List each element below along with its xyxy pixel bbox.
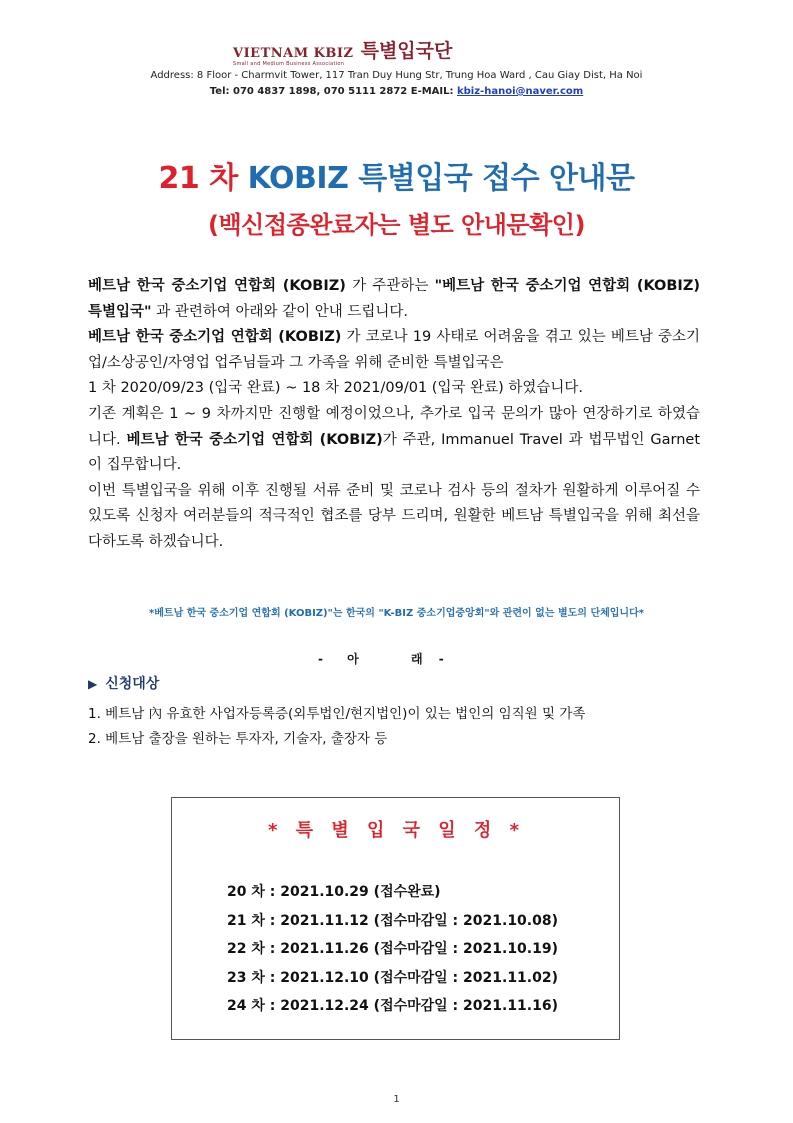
triangle-right-icon: ▶ xyxy=(88,677,98,691)
org-name-bold: 베트남 한국 중소기업 연합회 (KOBIZ) xyxy=(126,431,383,448)
list-item: 2. 베트남 출장을 원하는 투자자, 기술자, 출장자 등 xyxy=(88,731,388,747)
org-name: VIETNAM KBIZ xyxy=(233,46,354,61)
contact-line xyxy=(0,86,793,97)
org-logo xyxy=(233,36,452,66)
title-main: KOBIZ 특별입국 접수 안내문 xyxy=(237,161,635,196)
email-link[interactable]: kbiz-hanoi@naver.com xyxy=(457,86,584,97)
schedule-row: 21 차 : 2021.11.12 (접수마감일 : 2021.10.08) xyxy=(227,912,558,929)
schedule-title: * 특 별 입 국 일 정 * xyxy=(267,820,526,841)
program-name-bold: "베트남 한국 중소기업 연합회 (KOBIZ) 특별입국" xyxy=(88,278,700,320)
disclaimer-notice: *베트남 한국 중소기업 연합회 (KOBIZ)"는 한국의 "K-BIZ 중소기업중앙회"와 관련이 없는 별도의 단체입니다* xyxy=(149,608,644,619)
paragraph-extension xyxy=(88,402,700,479)
org-name-bold: 베트남 한국 중소기업 연합회 (KOBIZ) xyxy=(88,329,342,346)
section-title-text: 신청대상 xyxy=(105,676,160,692)
schedule-box xyxy=(171,797,620,1040)
org-name-bold: 베트남 한국 중소기업 연합회 (KOBIZ) xyxy=(88,278,346,294)
text-span: 가 주관, Immanuel Travel 과 법무법인 Garnet 이 집무합니다. xyxy=(88,431,700,474)
paragraph-history: 1 차 2020/09/23 (입국 완료) ~ 18 차 2021/09/01 (입국 완료) 하였습니다. xyxy=(88,380,584,397)
contact-phone: Tel: 070 4837 1898, 070 5111 2872 E-MAIL: xyxy=(209,86,457,97)
text-span: 가 코로나 19 사태로 어려움을 겪고 있는 베트남 중소기업/소상공인/자영업 업주님들과 그 가족을 위해 준비한 특별입국은 xyxy=(88,329,700,371)
schedule-row: 22 차 : 2021.11.26 (접수마감일 : 2021.10.19) xyxy=(227,941,558,957)
org-name-kr: 특별입국단 xyxy=(360,40,453,62)
text-span: 가 주관하는 xyxy=(345,278,435,294)
paragraph-request: 이번 특별입국을 위해 이후 진행될 서류 준비 및 코로나 검사 등의 절차가 원활하게 이루어질 수 있도록 신청자 여러분들의 적극적인 협조를 당부 드리며, 원활한 베트남 특별입국을 위해 최선을 다하도록 하겠습니다. xyxy=(88,482,700,550)
schedule-list xyxy=(227,878,558,1021)
page-subtitle: (백신접종완료자는 별도 안내문확인) xyxy=(208,211,585,239)
list-item: 1. 베트남 內 유효한 사업자등록증(외투법인/현지법인)이 있는 법인의 임직원 및 가족 xyxy=(88,706,586,722)
text-span: 기존 계획은 1 ~ 9 차까지만 진행할 예정이었으나, 추가로 입국 문의가 많아 연장하기로 하였습니다. xyxy=(88,405,700,448)
page-number: 1 xyxy=(393,1094,400,1105)
below-heading xyxy=(318,650,444,667)
below-char-rae: 래 xyxy=(410,652,423,666)
title-round: 21 차 xyxy=(158,161,238,196)
dash: - xyxy=(318,652,323,666)
schedule-row: 23 차 : 2021.12.10 (접수마감일 : 2021.11.02) xyxy=(227,969,558,986)
text-span: 과 관련하여 아래와 같이 안내 드립니다. xyxy=(151,303,408,320)
dash: - xyxy=(438,652,444,666)
body-text xyxy=(88,274,700,556)
org-subtitle: Small and Medium Business Association xyxy=(233,61,345,67)
section-title xyxy=(88,673,159,693)
schedule-row: 20 차 : 2021.10.29 (접수완료) xyxy=(227,884,441,900)
paragraph-purpose xyxy=(88,325,700,376)
address-line: Address: 8 Floor - Charmvit Tower, 117 Tran Duy Hung Str, Trung Hoa Ward , Cau Giay Dist, Ha Noi xyxy=(150,70,643,81)
schedule-row: 24 차 : 2021.12.24 (접수마감일 : 2021.11.16) xyxy=(227,998,558,1014)
below-char-a: 아 xyxy=(347,652,359,666)
paragraph-intro xyxy=(88,274,700,325)
page-title xyxy=(0,153,793,197)
